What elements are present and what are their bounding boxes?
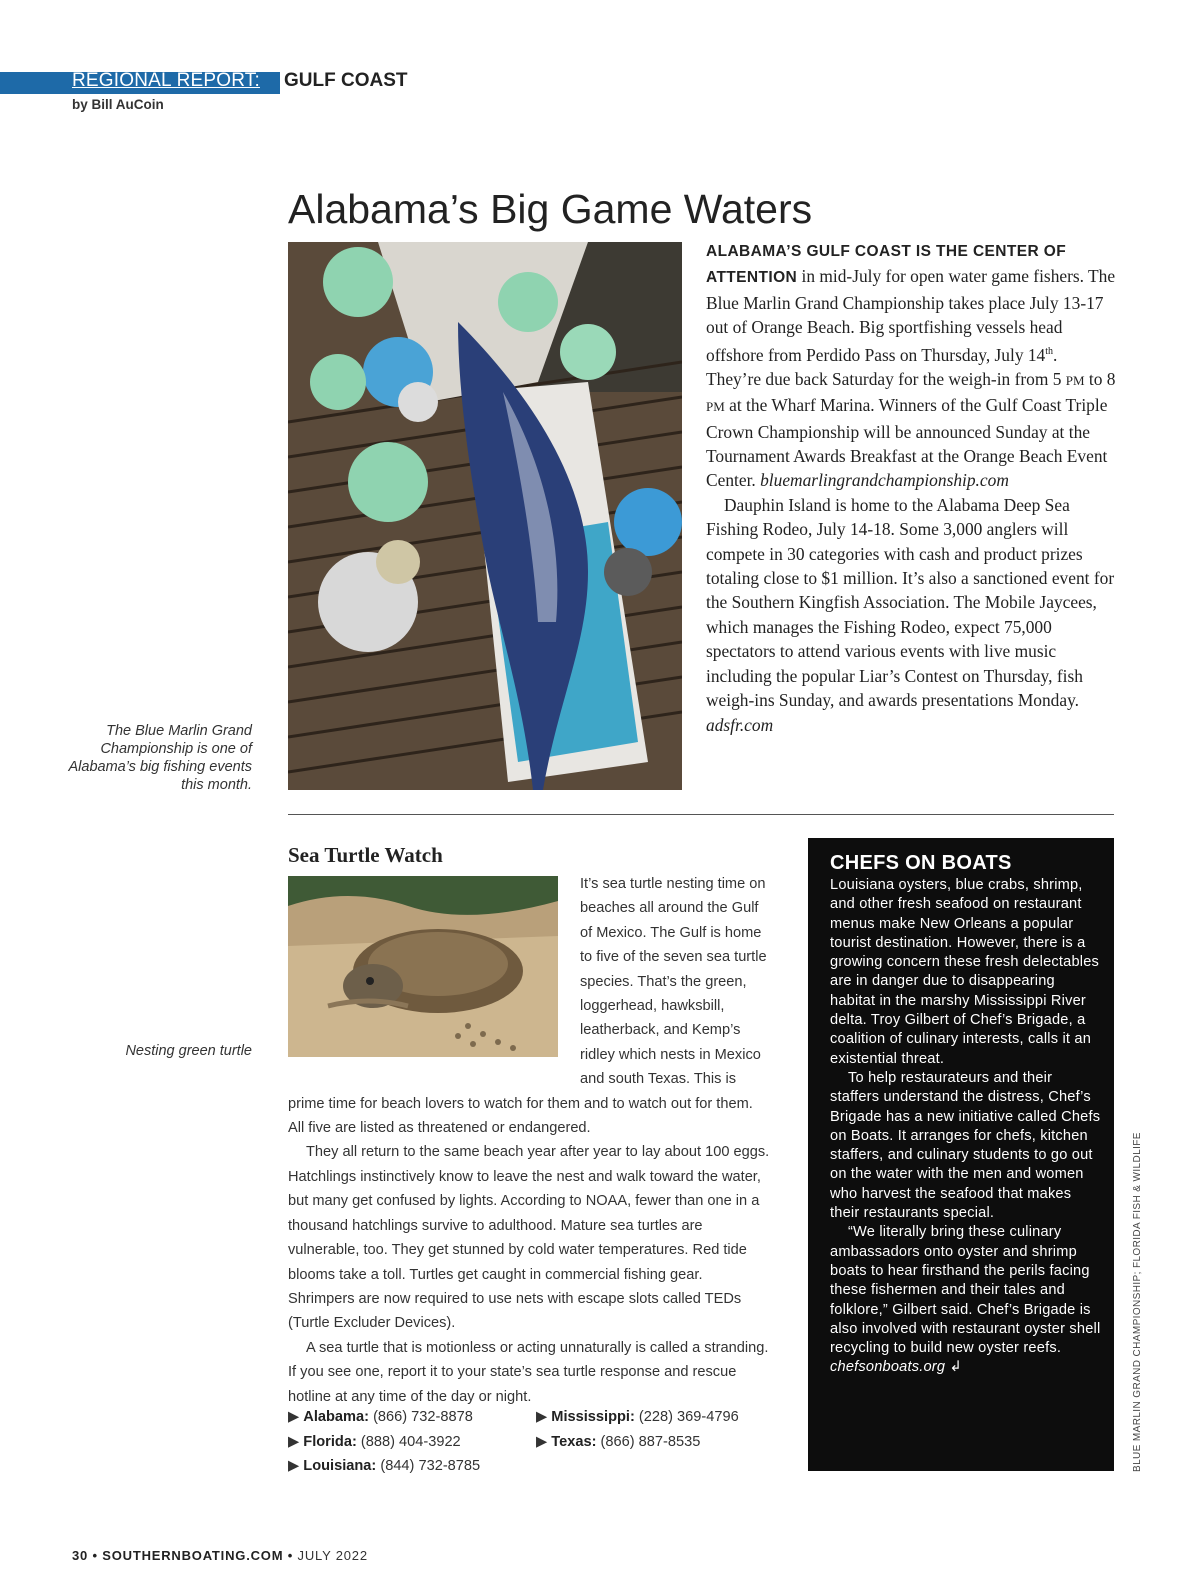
- issue-date: JULY 2022: [297, 1548, 368, 1563]
- page-footer: 30 • SOUTHERNBOATING.COM • JULY 2022: [72, 1548, 368, 1563]
- turtle-photo-caption: Nesting green turtle: [125, 1043, 252, 1059]
- main-paragraph-1: ALABAMA’S GULF COAST IS THE CENTER OF ATTENTION in mid-July for open water game fishers. The Blue Marlin Grand Championship takes place July 13-17 out of Orange Beach. Big sportfishing vessels head offshore from Perdido Pass on Thursday, July 14th. They’re due back Saturday for the weigh-in from 5 PM to 8 PM at the Wharf Marina. Winners of the Gulf Coast Triple Crown Championship will be announced Sunday at the Tournament Awards Breakfast at the Orange Beach Event Center. bluemarlingrandchampionship.com: [706, 243, 1116, 491]
- chefs-sidebar-body: [830, 876, 1102, 1378]
- chefs-paragraph-2: To help restaurateurs and their staffers understand the distress, Chef’s Brigade has a new initiative called Chefs on Boats. It arranges for chefs, kitchen staffers, and culinary students to go out on the water with the men and women who harvest the seafood that makes their restaurants special.: [830, 1069, 1101, 1222]
- chefs-paragraph-3: “We literally bring these culinary ambassadors onto oyster and shrimp boats to hear firsthand the perils facing these fishermen and their tales and folklore,” Gilbert said. Chef’s Brigade is also involved with restaurant oyster shell recycling to build new oyster reefs. chefsonboats.org ↲: [830, 1224, 1101, 1376]
- hotline-louisiana: ▶ Louisiana: (844) 732-8785: [288, 1458, 481, 1474]
- photo-credit: BLUE MARLIN GRAND CHAMPIONSHIP; FLORIDA FISH & WILDLIFE: [1132, 1132, 1143, 1472]
- site-name: SOUTHERNBOATING.COM: [102, 1548, 284, 1563]
- region-label: GULF COAST: [284, 70, 408, 91]
- turtle-paragraph-1: It’s sea turtle nesting time on beaches all around the Gulf of Mexico. The Gulf is home to five of the seven sea turtle species. That’s the green, loggerhead, hawksbill, leatherback, and Kemp’s ridley which nests in Mexico and south Texas. This is prime time for beach lovers to watch for them and to watch out for them. All five are listed as threatened or endangered.: [288, 876, 767, 1137]
- hotline-florida: ▶ Florida: (888) 404-3922: [288, 1433, 461, 1450]
- byline: by Bill AuCoin: [72, 97, 164, 112]
- hotline-alabama: ▶ Alabama: (866) 732-8878: [288, 1409, 473, 1425]
- chefs-link[interactable]: chefsonboats.org: [830, 1359, 946, 1376]
- lead-caps: ALABAMA’S GULF COAST IS THE CENTER OF ATTENTION: [706, 243, 1067, 287]
- main-paragraph-2: Dauphin Island is home to the Alabama Deep Sea Fishing Rodeo, July 14-18. Some 3,000 anglers will compete in 30 categories with cash and product prizes totaling close to $1 million. It’s also a sanctioned event for the Southern Kingfish Association. The Mobile Jaycees, which manages the Fishing Rodeo, expect 75,000 spectators to attend various events with live music including the popular Liar’s Contest on Thursday, fish weigh-ins Sunday, and awards presentations Monday. adsfr.com: [706, 494, 1115, 735]
- page-number: 30: [72, 1548, 89, 1563]
- adsfr-link[interactable]: adsfr.com: [706, 714, 774, 735]
- chefs-sidebar-title: CHEFS ON BOATS: [830, 852, 1012, 874]
- turtle-section-title: Sea Turtle Watch: [288, 843, 443, 867]
- marlin-photo-caption: The Blue Marlin Grand Championship is one of Alabama’s big fishing events this month.: [68, 723, 252, 793]
- section-label: REGIONAL REPORT:: [72, 70, 260, 91]
- chefs-paragraph-1: Louisiana oysters, blue crabs, shrimp, and other fresh seafood on restaurant menus make New Orleans a popular tourist destination. However, there is a growing concern these fresh delectables are in danger due to disappearing habitat in the marshy Mississippi River delta. Troy Gilbert of Chef’s Brigade, a coalition of culinary interests, calls it an existential threat.: [830, 877, 1100, 1067]
- turtle-paragraph-3: A sea turtle that is motionless or acting unnaturally is called a stranding. If you see one, report it to your state’s sea turtle response and rescue hotline at any time of the day or night.: [288, 1339, 769, 1405]
- hotline-texas: ▶ Texas: (866) 887-8535: [536, 1433, 701, 1450]
- turtle-photo: [288, 876, 558, 1057]
- hotline-mississippi: ▶ Mississippi: (228) 369-4796: [536, 1409, 739, 1425]
- chefs-on-boats-sidebar: [808, 838, 1114, 1471]
- main-article-body: [706, 238, 1116, 737]
- end-mark-icon: ↲: [949, 1359, 962, 1376]
- section-divider: [288, 814, 1114, 815]
- marlin-photo: [288, 242, 682, 790]
- blue-marlin-link[interactable]: bluemarlingrandchampionship.com: [760, 470, 1009, 491]
- page-title: Alabama’s Big Game Waters: [288, 186, 813, 232]
- turtle-paragraph-2: They all return to the same beach year after year to lay about 100 eggs. Hatchlings instinctively know to leave the nest and walk toward the water, but many get confused by lights. According to NOAA, fewer than one in a thousand hatchlings survive to adulthood. Mature sea turtles are vulnerable, too. They get stunned by cold water temperatures. Red tide blooms take a toll. Turtles get caught in commercial fishing gear. Shrimpers are now required to use nets with escape slots called TEDs (Turtle Excluder Devices).: [288, 1144, 770, 1332]
